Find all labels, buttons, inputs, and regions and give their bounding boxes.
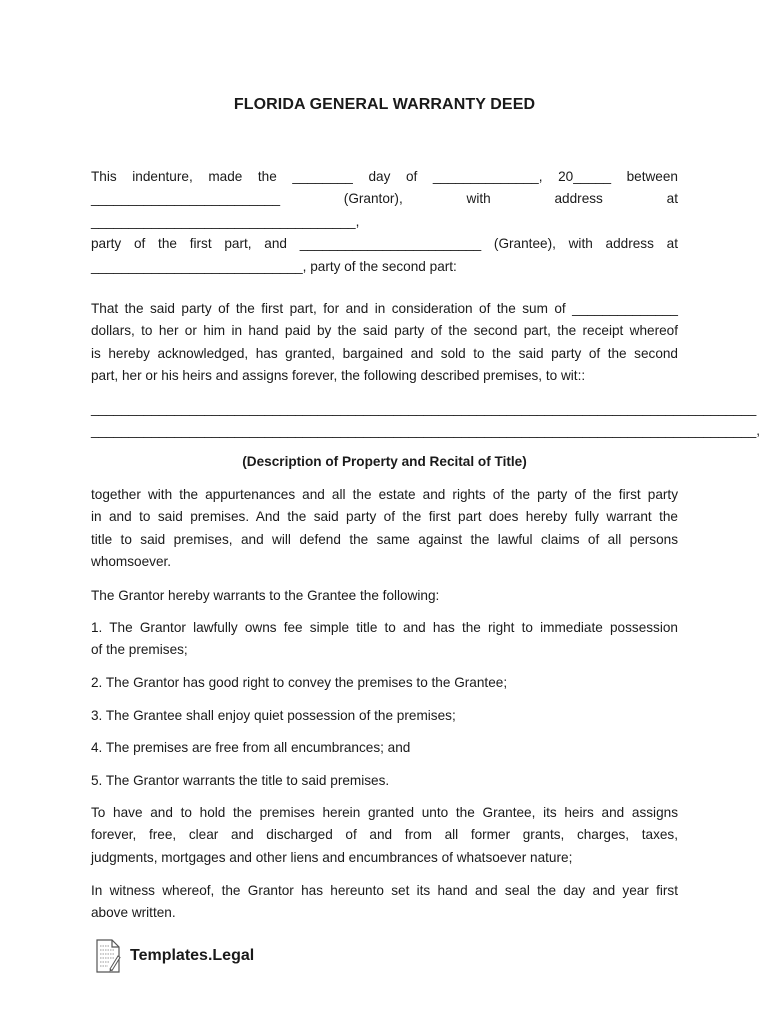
consideration-line: is hereby acknowledged, has granted, bargained and sold to the said party of the second (91, 345, 678, 361)
consideration-line: That the said party of the first part, for and in consideration of the sum of ______________ (91, 301, 678, 316)
blank-line: ________________________________________________________________________________________, (91, 423, 761, 439)
appurtenances-paragraph (91, 484, 678, 574)
page-title: FLORIDA GENERAL WARRANTY DEED (233, 96, 536, 113)
consideration-line: part, her or his heirs and assigns forever, the following described premises, to wit:: (91, 368, 586, 384)
appurtenances-line: whomsoever. (91, 554, 172, 570)
warranty-5 (91, 770, 678, 792)
witness-paragraph (91, 880, 678, 925)
intro-line: party of the first part, and ________________________ (Grantee), with address at (91, 236, 678, 252)
witness-line: In witness whereof, the Grantor has hereunto set its hand and seal the day and year first (91, 883, 678, 898)
appurtenances-line: in and to said premises. And the said party of the first part does hereby fully warrant the (91, 509, 678, 525)
warranty-2 (91, 672, 678, 694)
habendum-line: forever, free, clear and discharged of and from all former grants, charges, taxes, (91, 827, 678, 843)
habendum-line: To have and to hold the premises herein granted unto the Grantee, its heirs and assigns (91, 805, 678, 820)
warranty-4-text: 4. The premises are free from all encumbrances; and (91, 740, 411, 755)
intro-line: This indenture, made the ________ day of ______________, 20_____ between (91, 169, 678, 184)
intro-line: _________________________ (Grantor), with address at ___________________________________, (91, 191, 678, 229)
appurtenances-line: title to said premises, and will defend the same against the lawful claims of all persons (91, 531, 678, 547)
warrants-intro (91, 585, 678, 607)
property-description-blanks (91, 398, 761, 443)
blank-line: ________________________________________________________________________________________ (91, 401, 757, 416)
document-pen-icon (94, 938, 122, 974)
warranty-3 (91, 705, 678, 727)
warranty-4 (91, 737, 678, 759)
description-heading: (Description of Property and Recital of Title) (242, 454, 527, 469)
warrants-intro-text: The Grantor hereby warrants to the Grantee the following: (91, 588, 440, 603)
warranty-2-text: 2. The Grantor has good right to convey the premises to the Grantee; (91, 675, 508, 690)
document-page (91, 0, 761, 1024)
intro-paragraph (91, 166, 678, 278)
intro-line: ____________________________, party of the second part: (91, 258, 457, 274)
warranty-3-text: 3. The Grantee shall enjoy quiet possession of the premises; (91, 708, 456, 723)
brand-logo (94, 938, 254, 974)
habendum-paragraph (91, 802, 678, 869)
warranty-5-text: 5. The Grantor warrants the title to said premises. (91, 773, 390, 788)
brand-name: Templates.Legal (130, 947, 255, 964)
habendum-line: judgments, mortgages and other liens and encumbrances of whatsoever nature; (91, 849, 573, 865)
warranty-1 (91, 617, 678, 662)
warranty-1-line: 1. The Grantor lawfully owns fee simple title to and has the right to immediate possession (91, 620, 678, 635)
appurtenances-line: together with the appurtenances and all the estate and rights of the party of the first party (91, 487, 678, 502)
consideration-paragraph (91, 298, 678, 388)
consideration-line: dollars, to her or him in hand paid by the said party of the second part, the receipt whereof (91, 323, 678, 339)
warranty-1-line: of the premises; (91, 642, 188, 658)
witness-line: above written. (91, 905, 176, 921)
